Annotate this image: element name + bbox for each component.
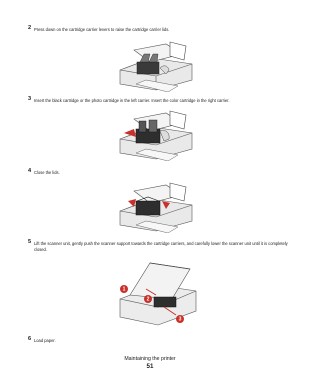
callout-1 (120, 285, 128, 293)
footer-title: Maintaining the printer (124, 356, 176, 362)
step-5 (28, 241, 290, 252)
step-number: 3 (28, 96, 32, 103)
figure-raise-lids (112, 40, 198, 92)
callout-2 (144, 295, 152, 303)
step-number: 4 (28, 168, 32, 175)
step-6 (28, 338, 290, 344)
step-3 (28, 98, 290, 104)
step-text: Load paper. (34, 338, 56, 343)
step-text: Insert the black cartridge or the photo cartridge in the left carrier. Insert the color cartridge in the right carrier. (34, 98, 230, 103)
figure-lower-scanner (110, 259, 200, 331)
step-number: 5 (28, 239, 32, 246)
callout-3-label: 3 (178, 316, 182, 323)
step-2 (28, 27, 290, 33)
callout-1-label: 1 (122, 286, 126, 293)
figure-close-lids (112, 181, 198, 233)
step-number: 6 (28, 336, 32, 343)
step-number: 2 (28, 25, 32, 32)
page-number: 51 (146, 363, 154, 370)
callout-3 (176, 315, 184, 323)
callout-2-label: 2 (146, 296, 150, 303)
figure-insert-cartridges (112, 109, 198, 161)
step-text: Lift the scanner unit, gently push the scanner support towards the cartridge carriers, and carefully lower the scanner unit until it is completely closed. (34, 241, 288, 252)
step-text: Close the lids. (34, 170, 60, 175)
step-4 (28, 170, 290, 176)
step-text: Press down on the cartridge carrier levers to raise the cartridge carrier lids. (34, 27, 170, 32)
